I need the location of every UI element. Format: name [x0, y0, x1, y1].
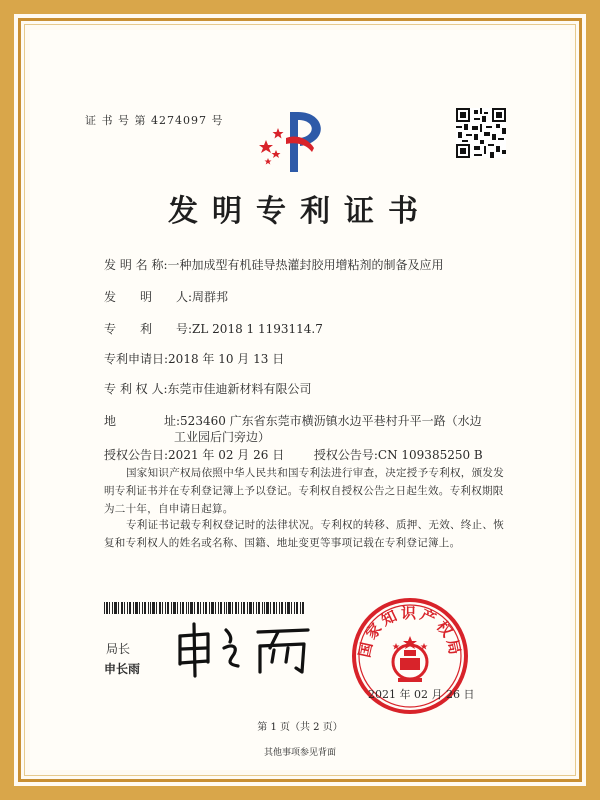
patent-number-label: 专 利 号: — [104, 322, 193, 336]
grant-date-value: 2021 年 02 月 26 日 — [168, 448, 285, 462]
patent-number-row — [104, 320, 323, 337]
inventor-label: 发 明 人: — [104, 290, 193, 304]
certificate-number-value: 4274097 — [151, 114, 207, 127]
grant-statement-paragraph: 国家知识产权局依照中华人民共和国专利法进行审查，决定授予专利权，颁发发明专利证书并在专利登记簿上予以登记。专利权自授权公告之日起生效。专利权期限为二十年，自申请日起算。 — [104, 467, 504, 515]
director-name: 申长雨 — [104, 662, 141, 676]
legal-status-paragraph: 专利证书记载专利权登记时的法律状况。专利权的转移、质押、无效、终止、恢复和专利权人的姓名或名称、国籍、地址变更等事项记载在专利登记簿上。 — [104, 519, 504, 549]
certificate-title: 发明专利证书 — [168, 194, 432, 229]
filing-date-row — [104, 350, 284, 367]
seal-text: 国家知识产权局 — [355, 604, 465, 660]
invention-name-value: 一种加成型有机硅导热灌封胶用增粘剂的制备及应用 — [167, 258, 444, 272]
page-indicator: 第 1 页（共 2 页） — [257, 722, 343, 733]
patentee-row — [104, 380, 312, 397]
inventor-value: 周群邦 — [192, 290, 229, 304]
invention-name-label: 发 明 名 称: — [104, 258, 168, 272]
director-title: 局长 — [106, 642, 131, 656]
address-value-line2: 工业园后门旁边） — [174, 430, 271, 444]
handwritten-signature-icon — [168, 618, 318, 678]
patentee-value: 东莞市佳迪新材料有限公司 — [167, 382, 312, 396]
certificate-number-suffix: 号 — [211, 114, 224, 127]
address-label: 地 址: — [104, 414, 181, 428]
grant-number-value: CN 109385250 B — [377, 448, 483, 462]
filing-date-value: 2018 年 10 月 13 日 — [168, 352, 285, 366]
address-row — [104, 412, 482, 429]
inventor-row — [104, 288, 228, 305]
certificate-number — [85, 112, 224, 128]
grant-date-label: 授权公告日: — [104, 448, 169, 462]
barcode-icon — [104, 602, 304, 614]
seal-date: 2021 年 02 月 26 日 — [368, 688, 475, 701]
address-value-line1: 523460 广东省东莞市横沥镇水边平巷村升平一路（水边 — [180, 414, 482, 428]
qr-code-icon — [456, 108, 506, 158]
filing-date-label: 专利申请日: — [104, 352, 169, 366]
patent-number-value: ZL 2018 1 1193114.7 — [192, 322, 323, 336]
certificate-number-label: 证 书 号 第 — [85, 114, 147, 127]
invention-name-row — [104, 256, 444, 273]
grant-row — [104, 446, 483, 463]
patentee-label: 专 利 权 人: — [104, 382, 168, 396]
grant-number-label: 授权公告号: — [313, 448, 378, 462]
footer-note: 其他事项参见背面 — [263, 748, 336, 758]
address-row-continued — [174, 428, 270, 445]
patent-office-logo-icon — [256, 108, 336, 176]
